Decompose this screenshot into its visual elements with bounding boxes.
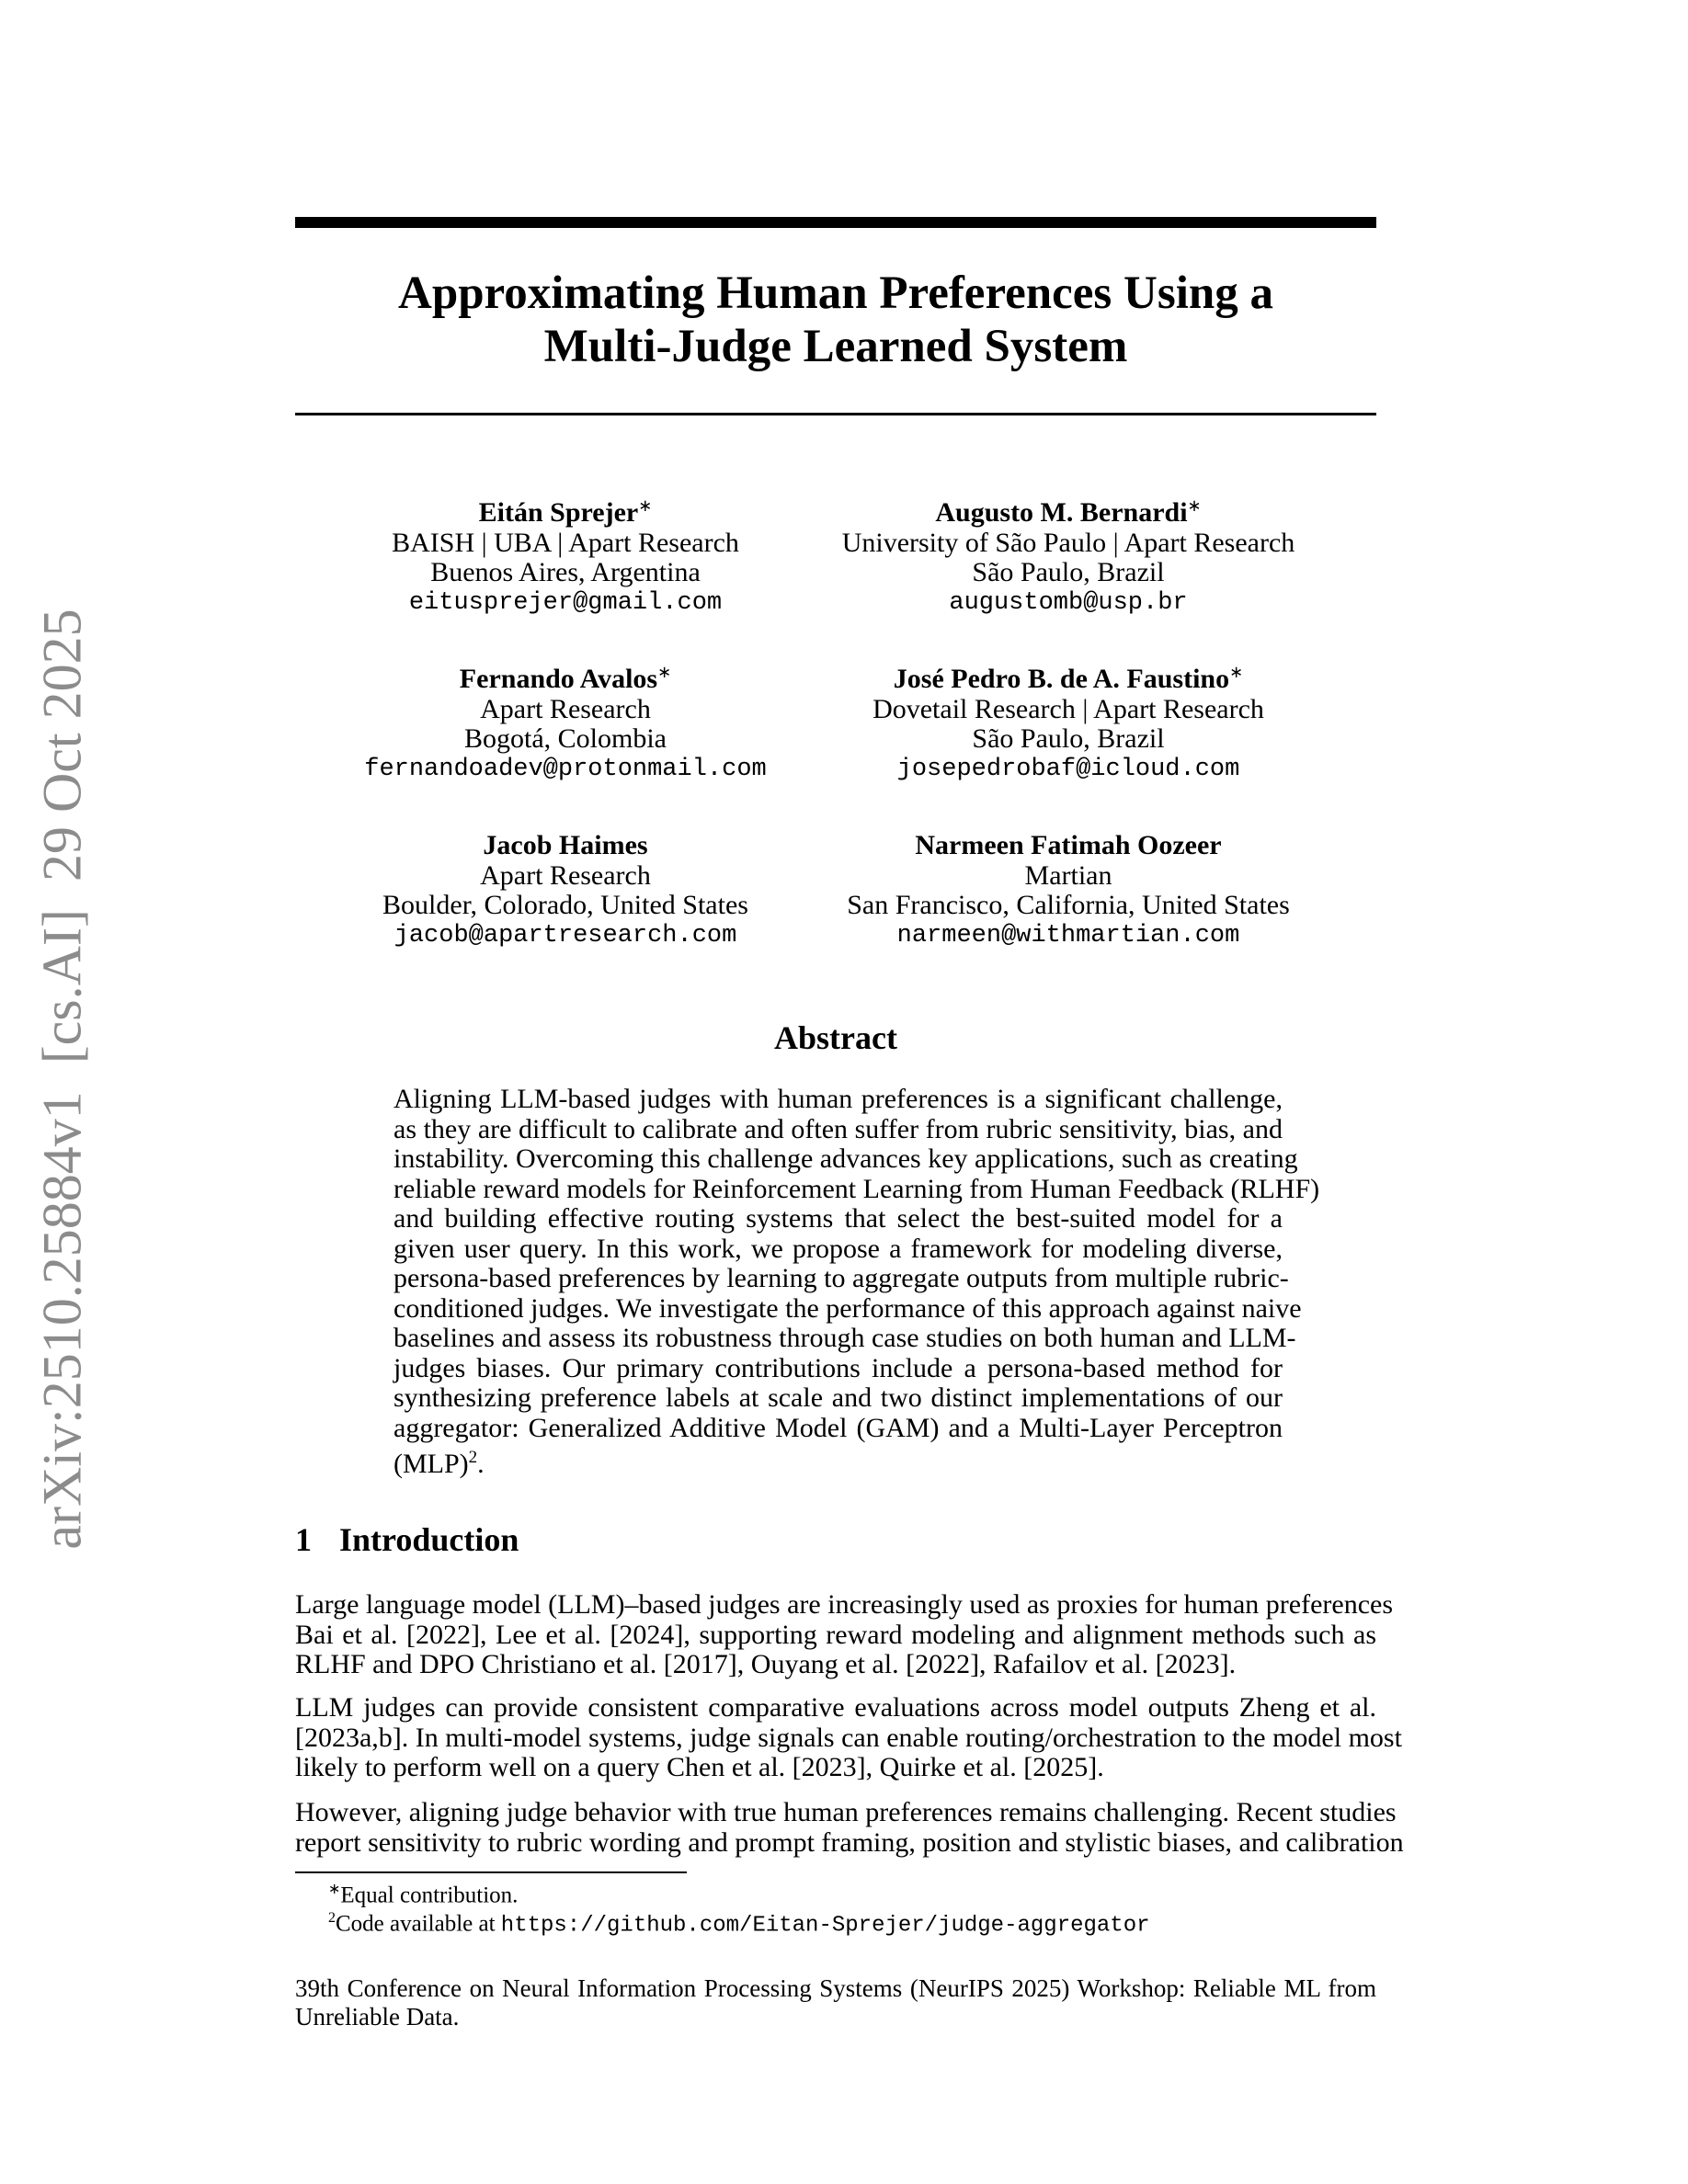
footnote-text: Code available at [336, 1911, 501, 1937]
arxiv-stamp: arXiv:2510.25884v1 [cs.AI] 29 Oct 2025 [31, 609, 93, 1550]
author-block [811, 491, 1326, 618]
author-block [308, 491, 823, 618]
author-name-text: Jacob Haimes [483, 830, 648, 860]
author-affiliation: Apart Research [480, 693, 651, 724]
title-line: Multi-Judge Learned System [543, 321, 1128, 372]
abstract-last-end: . [477, 1449, 485, 1479]
author-email[interactable]: josepedrobaf@icloud.com [896, 755, 1240, 783]
intro-paragraph [295, 1692, 1402, 1783]
footnote-rule [295, 1871, 687, 1873]
intro-paragraph [295, 1797, 1404, 1858]
author-name-text: Fernando Avalos [459, 664, 658, 694]
paper-title [295, 267, 1376, 373]
author-email[interactable]: jacob@apartresearch.com [393, 921, 737, 950]
abstract-line [393, 1443, 1283, 1480]
abstract-line: aggregator: Generalized Additive Model (GAM) and a Multi-Layer Perceptron [393, 1412, 1283, 1443]
paragraph-line: LLM judges can provide consistent comparative evaluations across model outputs Zheng et al. [295, 1692, 1376, 1723]
abstract-body [393, 1084, 1320, 1480]
title-bottom-rule [295, 413, 1376, 415]
abstract-line: persona-based preferences by learning to aggregate outputs from multiple rubric- [393, 1263, 1289, 1293]
abstract-line: as they are difficult to calibrate and often suffer from rubric sensitivity, bias, and [393, 1113, 1283, 1144]
author-email[interactable]: narmeen@withmartian.com [896, 921, 1240, 950]
section-heading-introduction [295, 1520, 519, 1559]
abstract-line: baselines and assess its robustness through case studies on both human and LLM- [393, 1323, 1296, 1353]
author-name-text: Eitán Sprejer [478, 497, 639, 528]
author-name-text: Augusto M. Bernardi [935, 497, 1188, 528]
paragraph-line: RLHF and DPO Christiano et al. [2017], Ouyang et al. [2022], Rafailov et al. [2023]. [295, 1649, 1237, 1679]
author-name [308, 824, 823, 861]
author-location: San Francisco, California, United States [847, 890, 1290, 920]
author-block [811, 657, 1326, 784]
author-affiliation: University of São Paulo | Apart Research [841, 527, 1295, 558]
author-name-text: Narmeen Fatimah Oozeer [915, 830, 1222, 860]
author-block [308, 824, 823, 950]
author-affiliation: Dovetail Research | Apart Research [873, 693, 1264, 724]
footnote-mark: 2 [328, 1910, 336, 1926]
conference-note [295, 1974, 1376, 2031]
author-block [308, 657, 823, 784]
paragraph-line: However, aligning judge behavior with true human preferences remains challenging. Recent studies [295, 1797, 1397, 1827]
author-email[interactable]: eitusprejer@gmail.com [408, 588, 723, 617]
section-number: 1 [295, 1521, 312, 1558]
author-location: São Paulo, Brazil [972, 723, 1165, 754]
author-name [308, 657, 823, 695]
abstract-line: given user query. In this work, we propose a framework for modeling diverse, [393, 1233, 1283, 1264]
abstract-line: reliable reward models for Reinforcement Learning from Human Feedback (RLHF) [393, 1173, 1320, 1204]
abstract-heading: Abstract [774, 1019, 897, 1056]
author-name [811, 657, 1326, 695]
author-block [811, 824, 1326, 950]
abstract-line: synthesizing preference labels at scale and two distinct implementations of our [393, 1382, 1283, 1413]
footnote-ref[interactable]: 2 [468, 1448, 478, 1467]
title-line: Approximating Human Preferences Using a [398, 267, 1273, 319]
conference-note-line: 39th Conference on Neural Information Processing Systems (NeurIPS 2025) Workshop: Reliable ML from [295, 1974, 1376, 2002]
intro-paragraph [295, 1589, 1393, 1680]
author-affiliation: Apart Research [480, 859, 651, 891]
author-name-text: José Pedro B. de A. Faustino [893, 664, 1230, 694]
title-top-rule [295, 217, 1376, 228]
author-name [308, 491, 823, 529]
paragraph-line: [2023a,b]. In multi-model systems, judge signals can enable routing/orchestration to the model most [295, 1722, 1402, 1753]
author-email[interactable]: fernandoadev@protonmail.com [364, 755, 767, 783]
abstract-line: and building effective routing systems that select the best-suited model for a [393, 1203, 1283, 1234]
code-link[interactable]: https://github.com/Eitan-Sprejer/judge-aggregator [500, 1913, 1150, 1939]
equal-contribution-mark: ∗ [1187, 496, 1202, 515]
equal-contribution-mark: ∗ [657, 663, 672, 681]
conference-note-line: Unreliable Data. [295, 2003, 460, 2030]
paragraph-line: Bai et al. [2022], Lee et al. [2024], supporting reward modeling and alignment methods such as [295, 1619, 1376, 1650]
equal-contribution-mark: ∗ [1229, 663, 1244, 681]
abstract-line: instability. Overcoming this challenge advances key applications, such as creating [393, 1143, 1298, 1174]
paragraph-line: likely to perform well on a query Chen et al. [2023], Quirke et al. [2025]. [295, 1752, 1104, 1782]
author-location: Buenos Aires, Argentina [430, 557, 701, 587]
section-title: Introduction [339, 1521, 519, 1558]
author-location: Boulder, Colorado, United States [382, 890, 748, 920]
author-email[interactable]: augustomb@usp.br [949, 588, 1188, 617]
author-location: São Paulo, Brazil [972, 557, 1165, 587]
abstract-line: Aligning LLM-based judges with human preferences is a significant challenge, [393, 1084, 1283, 1114]
author-affiliation: BAISH | UBA | Apart Research [392, 527, 739, 558]
footnote-text: Equal contribution. [340, 1883, 519, 1908]
footnote-mark: ∗ [328, 1882, 341, 1897]
abstract-line: judges biases. Our primary contributions include a persona-based method for [393, 1352, 1283, 1383]
author-name [811, 824, 1326, 861]
paragraph-line: Large language model (LLM)–based judges are increasingly used as proxies for human preferences [295, 1589, 1393, 1620]
paragraph-line: report sensitivity to rubric wording and prompt framing, position and stylistic biases, and calibration [295, 1826, 1404, 1858]
equal-contribution-mark: ∗ [638, 496, 653, 515]
author-name [811, 491, 1326, 529]
footnote-2 [328, 1904, 1150, 1939]
author-affiliation: Martian [1024, 859, 1112, 891]
author-location: Bogotá, Colombia [464, 723, 667, 754]
abstract-line: conditioned judges. We investigate the performance of this approach against naive [393, 1292, 1302, 1324]
abstract-last-text: (MLP) [393, 1449, 469, 1479]
